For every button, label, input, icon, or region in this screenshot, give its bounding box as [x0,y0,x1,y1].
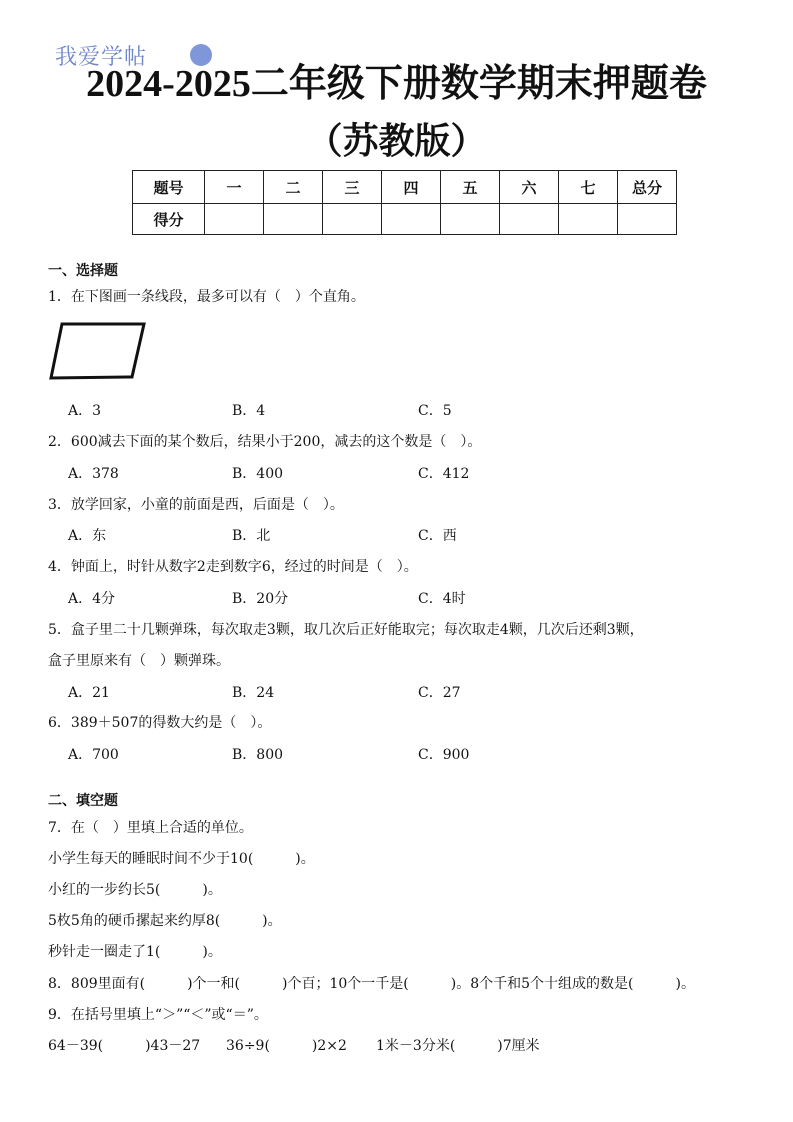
option-b: B．4 [232,403,266,419]
option-a: A．21 [68,685,110,701]
score-cell[interactable] [559,204,618,235]
question-3: 3．放学回家，小童的前面是西，后面是（ ）。 [48,497,344,513]
option-c: C．5 [418,403,452,419]
option-c: C．900 [418,747,470,763]
question-8: 8．809里面有( )个一和( )个百；10个一千是( )。8个千和5个十组成的数是( )。 [48,976,695,992]
score-table-header-cell: 二 [264,171,323,204]
score-table-header-row [133,171,677,204]
question-7-item: 小红的一步约长5( )。 [48,882,222,898]
question-9-item: 36÷9( )2×2 [226,1038,347,1054]
option-a: A．378 [68,466,119,482]
section-heading-fill: 二、填空题 [48,793,118,809]
question-2: 2．600减去下面的某个数后，结果小于200，减去的这个数是（ ）。 [48,434,482,450]
section-heading-choice: 一、选择题 [48,263,118,279]
score-cell[interactable] [205,204,264,235]
question-9-item: 1米－3分米( )7厘米 [376,1038,540,1054]
question-9-item: 64－39( )43－27 [48,1038,201,1054]
score-table-header-cell: 一 [205,171,264,204]
score-cell[interactable] [500,204,559,235]
option-b: B．800 [232,747,284,763]
watermark-logo: 我爱学帖 [55,45,148,70]
page-subtitle: （苏教版） [306,121,487,161]
score-cell[interactable] [382,204,441,235]
option-a: A．3 [68,403,102,419]
score-row-label: 得分 [133,204,205,235]
score-cell[interactable] [441,204,500,235]
score-table-header-cell: 总分 [618,171,677,204]
question-5-line1: 5．盒子里二十几颗弹珠，每次取走3颗，取几次后正好能取完；每次取走4颗，几次后还剩3颗， [48,622,644,638]
option-c: C．27 [418,685,461,701]
question-4: 4．钟面上，时针从数字2走到数字6，经过的时间是（ ）。 [48,559,418,575]
score-cell[interactable] [264,204,323,235]
score-table-score-row [133,204,677,235]
option-b: B．400 [232,466,284,482]
option-b: B．24 [232,685,275,701]
question-7-item: 秒针走一圈走了1( )。 [48,944,222,960]
question-7-item: 5枚5角的硬币摞起来约厚8( )。 [48,913,282,929]
question-9: 9．在括号里填上“＞”“＜”或“＝”。 [48,1007,268,1023]
score-table-header-cell: 题号 [133,171,205,204]
option-a: A．700 [68,747,119,763]
question-7: 7．在（ ）里填上合适的单位。 [48,820,253,836]
option-c: C．西 [418,528,457,544]
question-6: 6．389＋507的得数大约是（ ）。 [48,715,272,731]
score-cell[interactable] [323,204,382,235]
parallelogram-shape [51,324,144,378]
score-cell[interactable] [618,204,677,235]
score-table-header-cell: 五 [441,171,500,204]
question-7-item: 小学生每天的睡眠时间不少于10( )。 [48,851,315,867]
page-title: 2024-2025二年级下册数学期末押题卷 [86,63,707,105]
option-c: C．412 [418,466,470,482]
option-a: A．4分 [68,591,116,607]
score-table-header-cell: 六 [500,171,559,204]
score-table-header-cell: 七 [559,171,618,204]
score-table-header-cell: 三 [323,171,382,204]
option-b: B．20分 [232,591,289,607]
question-1: 1．在下图画一条线段，最多可以有（ ）个直角。 [48,289,365,305]
question-5-line2: 盒子里原来有（ ）颗弹珠。 [48,653,230,669]
option-a: A．东 [68,528,107,544]
parallelogram-figure [48,320,148,382]
score-table [132,170,677,235]
option-c: C．4时 [418,591,466,607]
option-b: B．北 [232,528,271,544]
score-table-header-cell: 四 [382,171,441,204]
